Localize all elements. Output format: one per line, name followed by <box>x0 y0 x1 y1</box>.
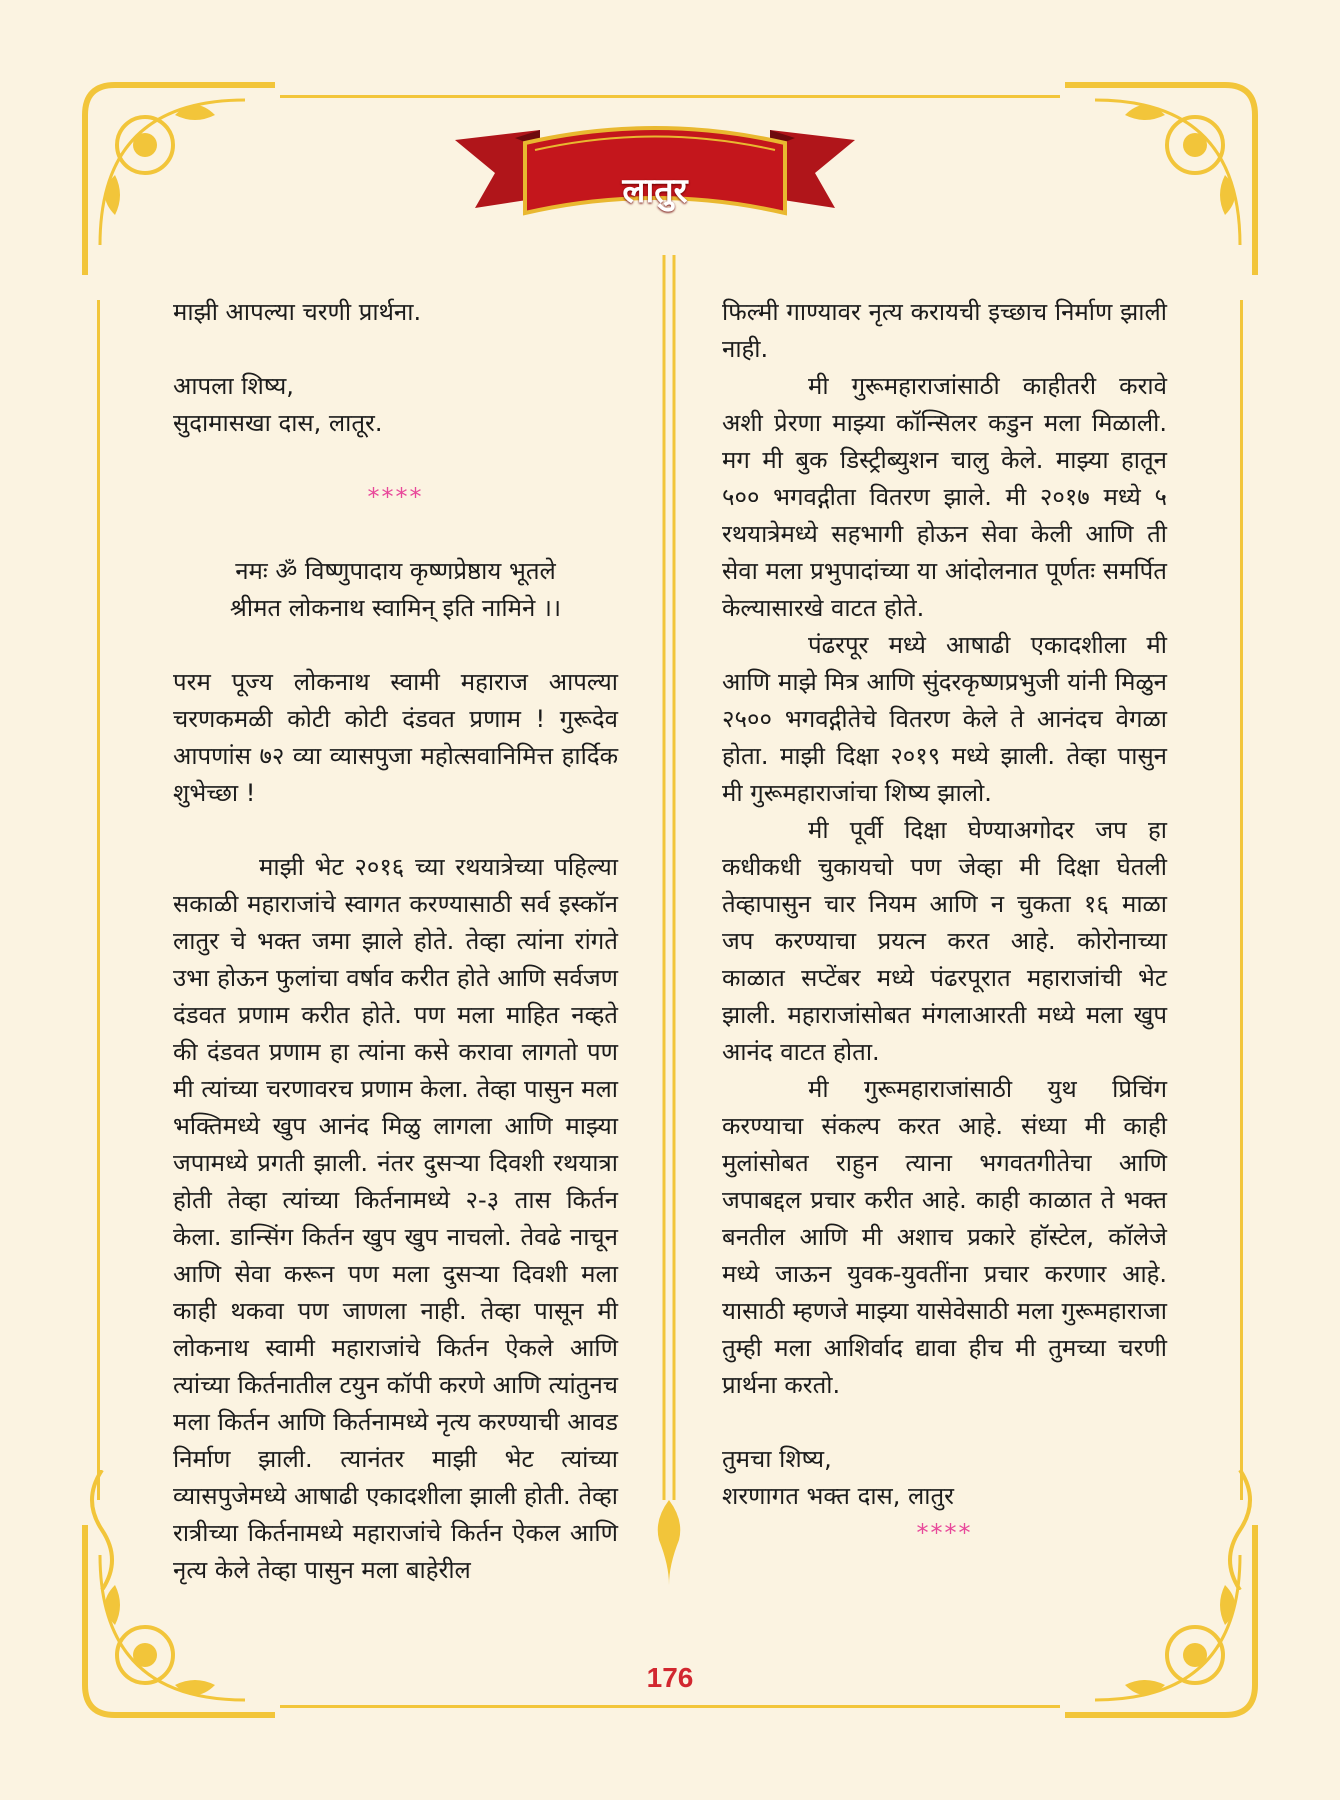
page-title: लातुर <box>622 171 688 211</box>
story-paragraph: माझी भेट २०१६ च्या रथयात्रेच्या पहिल्या सकाळी महाराजांचे स्वागत करण्यासाठी सर्व इस्कॉन लातुर चे भक्त जमा झाले होते. तेव्हा त्यांना रांगते उभा होऊन फुलांचा वर्षाव करीत होते आणि सर्वजण दंडवत प्रणाम करीत होते. पण मला माहित नव्हते की दंडवत प्रणाम हा त्यांना कसे करावा लागतो पण मी त्यांच्या चरणावरच प्रणाम केला. तेव्हा पासुन मला भक्तिमध्ये खुप आनंद मिळु लागला आणि माझ्या जपामध्ये प्रगती झाली. नंतर दुसऱ्या दिवशी रथयात्रा होती तेव्हा त्यांच्या किर्तनामध्ये २-३ तास किर्तन केला. डान्सिंग किर्तन खुप खुप नाचलो. तेवढे नाचून आणि सेवा करून पण मला दुसऱ्या दिवशी मला काही थकवा पण जाणला नाही. तेव्हा पासून मी लोकनाथ स्वामी महाराजांचे किर्तन ऐकले आणि त्यांच्या किर्तनातील टयुन कॉपी करणे आणि त्यांतुनच मला किर्तन आणि किर्तनामध्ये नृत्य करण्याची आवड निर्माण झाली. त्यानंतर माझी भेट त्यांच्या व्यासपुजेमध्ये आषाढी एकादशीला झाली होती. तेव्हा रात्रीच्या किर्तनामध्ये महाराजांचे किर्तन ऐकल आणि नृत्य केले तेव्हा पासुन मला बाहेरील <box>173 853 618 1584</box>
frame-top-line <box>280 95 1060 98</box>
frame-left-line <box>97 300 100 1500</box>
side-ornament-left <box>82 1470 122 1590</box>
right-paragraph-3: पंढरपूर मध्ये आषाढी एकादशीला मी आणि माझे मित्र आणि सुंदरकृष्णप्रभुजी यांनी मिळुन २५०० भगवद्गीतेचे वितरण केले ते आनंदच वेगळा होता. माझी दिक्षा २०१९ मध्ये झाली. तेव्हा पासुन मी गुरूमहाराजांचा शिष्य झालो. <box>722 631 1167 807</box>
frame-right-line <box>1240 300 1243 1500</box>
greeting-paragraph: परम पूज्य लोकनाथ स्वामी महाराज आपल्या चरणकमळी कोटी कोटी दंडवत प्रणाम ! गुरूदेव आपणांस ७२ व्या व्यासपुजा महोत्सवानिमित्त हार्दिक शुभेच्छा ! <box>173 668 618 807</box>
title-banner <box>455 118 855 228</box>
signature-1-line-1: आपला शिष्य, <box>173 372 294 400</box>
stars-separator-2: **** <box>916 1519 973 1547</box>
signature-2-line-2: शरणागत भक्त दास, लातुर <box>722 1482 954 1510</box>
prayer-line: माझी आपल्या चरणी प्रार्थना. <box>173 298 422 326</box>
signature-1-line-2: सुदामासखा दास, लातूर. <box>173 409 383 437</box>
verse-line-1: नमः ॐ विष्णुपादाय कृष्णप्रेष्ठाय भूतले <box>235 557 556 585</box>
right-column <box>722 294 1167 1552</box>
right-paragraph-1: फिल्मी गाण्यावर नृत्य करायची इच्छाच निर्माण झाली नाही. <box>722 298 1167 363</box>
verse-line-2: श्रीमत लोकनाथ स्वामिन् इति नामिने ।। <box>229 594 562 622</box>
corner-ornament-top-left <box>75 75 285 285</box>
page-number: 176 <box>646 1662 694 1693</box>
right-paragraph-4: मी पूर्वी दिक्षा घेण्याअगोदर जप हा कधीकधी चुकायचो पण जेव्हा मी दिक्षा घेतली तेव्हापासुन चार नियम आणि न चुकता १६ माळा जप करण्याचा प्रयत्न करत आहे. कोरोनाच्या काळात सप्टेंबर मध्ये पंढरपूरात महाराजांची भेट झाली. महाराजांसोबत मंगलाआरती मध्ये मला खुप आनंद वाटत होता. <box>722 816 1167 1066</box>
frame-bottom-line <box>280 1705 1060 1708</box>
stars-separator-1: **** <box>367 483 424 511</box>
center-divider <box>654 255 684 1595</box>
signature-2-line-1: तुमचा शिष्य, <box>722 1445 832 1473</box>
corner-ornament-top-right <box>1055 75 1265 285</box>
left-column <box>173 294 618 1589</box>
side-ornament-right <box>1220 1470 1260 1590</box>
right-paragraph-5: मी गुरूमहाराजांसाठी युथ प्रिचिंग करण्याचा संकल्प करत आहे. संध्या मी काही मुलांसोबत राहुन त्याना भगवतगीतेचा आणि जपाबद्दल प्रचार करीत आहे. काही काळात ते भक्त बनतील आणि मी अशाच प्रकारे हॉस्टेल, कॉलेजे मध्ये जाऊन युवक-युवतींना प्रचार करणार आहे. यासाठी म्हणजे माझ्या यासेवेसाठी मला गुरूमहाराजा तुम्ही मला आशिर्वाद द्यावा हीच मी तुमच्या चरणी प्रार्थना करतो. <box>722 1075 1167 1399</box>
right-paragraph-2: मी गुरूमहाराजांसाठी काहीतरी करावे अशी प्रेरणा माझ्या कॉन्सिलर कडुन मला मिळाली. मग मी बुक डिस्ट्रीब्युशन चालु केले. माझ्या हातून ५०० भगवद्गीता वितरण झाले. मी २०१७ मध्ये ५ रथयात्रेमध्ये सहभागी होऊन सेवा केली आणि ती सेवा मला प्रभुपादांच्या या आंदोलनात पूर्णतः समर्पित केल्यासारखे वाटत होते. <box>722 372 1167 622</box>
